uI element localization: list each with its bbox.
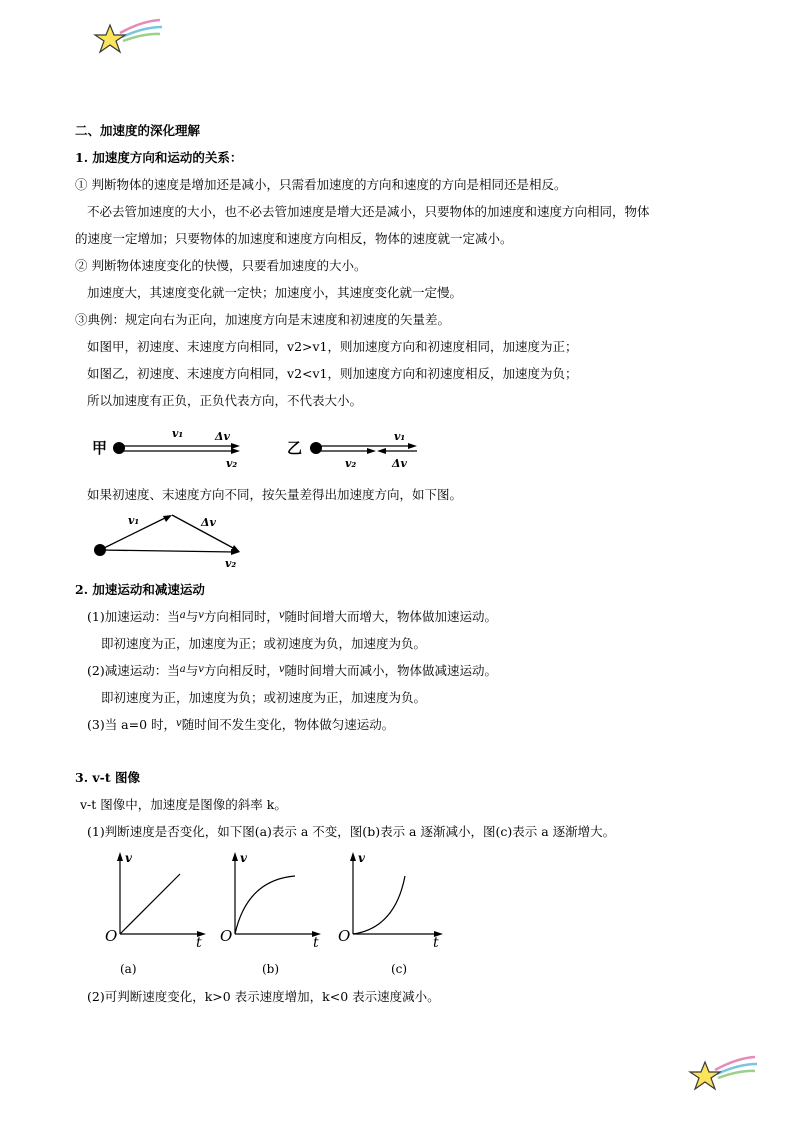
vt-graph-b: [215, 848, 325, 948]
label-delta-v: Δv: [392, 457, 407, 470]
heading-acceleration-direction: 1. 加速度方向和运动的关系：: [75, 150, 243, 165]
svg-text:O: O: [220, 927, 233, 945]
heading-acceleration-deceleration: 2. 加速运动和减速运动: [75, 582, 205, 597]
svg-text:v: v: [125, 851, 132, 865]
item-accelerated-motion: (1)加速运动：当$^a$与$^v$方向相同时，$^v$随时间增大而增大，物体做加速运动。: [87, 609, 498, 624]
figure-jia-label: 甲: [92, 439, 108, 457]
paragraph: (2)可判断速度变化，k>0 表示速度增加，k<0 表示速度减小。: [87, 989, 440, 1004]
paragraph: 加速度大，其速度变化就一定快；加速度小，其速度变化就一定慢。: [87, 285, 463, 300]
svg-text:t: t: [313, 935, 319, 948]
vt-graph-c: [333, 848, 448, 948]
svg-text:t: t: [433, 935, 439, 948]
paragraph: 即初速度为正，加速度为正；或初速度为负，加速度为负。: [101, 636, 427, 651]
star-decoration-top: [90, 15, 165, 60]
paragraph: (1)判断速度是否变化，如下图(a)表示 a 不变，图(b)表示 a 逐渐减小，图(c)表示 a 逐渐增大。: [87, 824, 616, 839]
label-v1: v₁: [172, 427, 184, 440]
svg-text:O: O: [105, 927, 118, 945]
paragraph: ② 判断物体速度变化的快慢，只要看加速度的大小。: [75, 258, 367, 273]
label-v2: v₂: [225, 557, 237, 570]
paragraph: v-t 图像中，加速度是图像的斜率 k。: [80, 797, 287, 812]
paragraph: 不必去管加速度的大小，也不必去管加速度是增大还是减小，只要物体的加速度和速度方向相同，物体: [87, 204, 650, 219]
paragraph: ③典例：规定向右为正向，加速度方向是末速度和初速度的矢量差。: [75, 312, 451, 327]
label-v1: v₁: [394, 430, 406, 443]
paragraph: 所以加速度有正负，正负代表方向，不代表大小。: [87, 393, 363, 408]
vt-graph-a: [100, 848, 210, 948]
paragraph: 如果初速度、末速度方向不同，按矢量差得出加速度方向，如下图。: [87, 487, 463, 502]
star-decoration-bottom: [685, 1052, 760, 1097]
caption-a: (a): [120, 962, 137, 976]
section-title: 二、加速度的深化理解: [75, 123, 201, 138]
caption-b: (b): [262, 962, 280, 976]
figure-yi-label: 乙: [287, 439, 303, 457]
label-delta-v: Δv: [201, 516, 216, 529]
caption-c: (c): [391, 962, 408, 976]
item-decelerated-motion: (2)减速运动：当$^a$与$^v$方向相反时，$^v$随时间增大而减小，物体做减速运动。: [87, 663, 498, 678]
svg-text:O: O: [338, 927, 351, 945]
figure-vector-triangle: [85, 508, 255, 570]
figure-yi: [285, 422, 425, 472]
svg-text:v: v: [240, 851, 247, 865]
item-uniform-motion: (3)当 a=0 时，$^v$随时间不发生变化，物体做匀速运动。: [87, 717, 395, 732]
svg-text:t: t: [196, 935, 202, 948]
heading-vt-graph: 3. v-t 图像: [75, 770, 140, 785]
paragraph: 如图甲，初速度、末速度方向相同，v2>v1，则加速度方向和初速度相同，加速度为正；: [87, 339, 578, 354]
label-delta-v: Δv: [215, 430, 230, 443]
figure-jia: [90, 422, 250, 472]
label-v2: v₂: [345, 457, 357, 470]
paragraph: 如图乙，初速度、末速度方向相同，v2<v1，则加速度方向和初速度相反，加速度为负；: [87, 366, 578, 381]
paragraph: 的速度一定增加；只要物体的加速度和速度方向相反，物体的速度就一定减小。: [75, 231, 513, 246]
paragraph: ① 判断物体的速度是增加还是减小，只需看加速度的方向和速度的方向是相同还是相反。: [75, 177, 567, 192]
label-v2: v₂: [226, 457, 238, 470]
paragraph: 即初速度为正，加速度为负；或初速度为正，加速度为负。: [101, 690, 427, 705]
svg-text:v: v: [358, 851, 365, 865]
label-v1: v₁: [128, 514, 140, 527]
